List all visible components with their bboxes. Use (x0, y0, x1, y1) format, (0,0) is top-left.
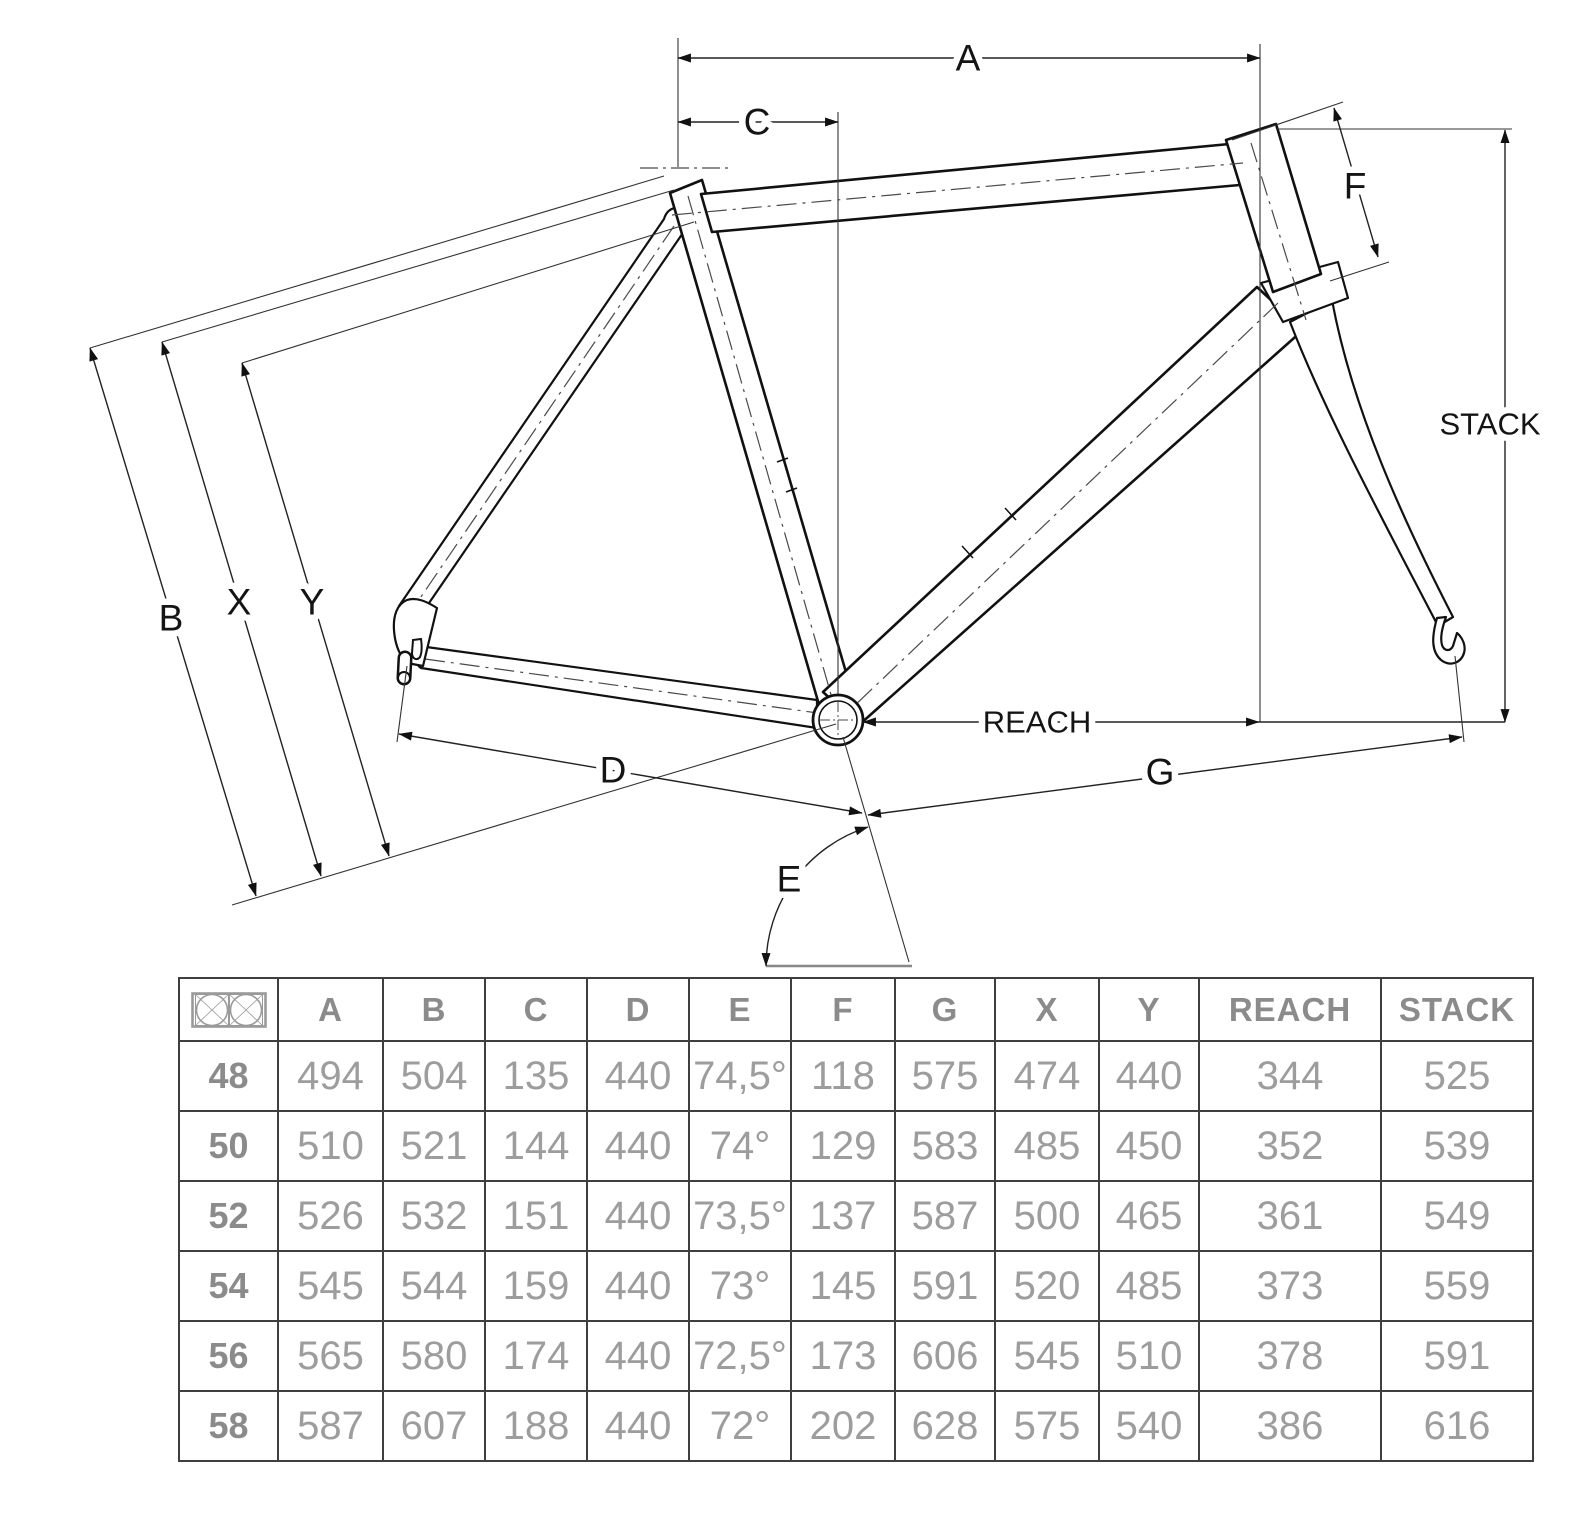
dimension-label-stack: STACK (1439, 406, 1541, 442)
seat-stay (399, 208, 689, 622)
geometry-value-cell: 74,5° (689, 1041, 791, 1111)
geometry-value-cell: 526 (278, 1181, 383, 1251)
geometry-value-cell: 440 (587, 1111, 689, 1181)
column-header-y: Y (1099, 978, 1199, 1041)
geometry-value-cell: 135 (485, 1041, 587, 1111)
table-body (179, 1041, 1533, 1461)
geometry-table (178, 977, 1534, 1462)
geometry-value-cell: 583 (895, 1111, 995, 1181)
geometry-value-cell: 540 (1099, 1391, 1199, 1461)
logo-cell (179, 978, 278, 1041)
geometry-value-cell: 344 (1199, 1041, 1381, 1111)
table-row (179, 1321, 1533, 1391)
geometry-value-cell: 450 (1099, 1111, 1199, 1181)
rear-dropout (394, 599, 437, 684)
geometry-value-cell: 616 (1381, 1391, 1533, 1461)
column-header-b: B (383, 978, 485, 1041)
column-header-x: X (995, 978, 1099, 1041)
geometry-value-cell: 545 (995, 1321, 1099, 1391)
geometry-value-cell: 587 (895, 1181, 995, 1251)
geometry-value-cell: 587 (278, 1391, 383, 1461)
frame-size-label: 58 (179, 1391, 278, 1461)
dimension-d-line (399, 734, 862, 813)
geometry-value-cell: 129 (791, 1111, 895, 1181)
geometry-value-cell: 352 (1199, 1111, 1381, 1181)
dimension-label-x: X (226, 581, 252, 623)
frame-size-label: 50 (179, 1111, 278, 1181)
geometry-value-cell: 504 (383, 1041, 485, 1111)
column-header-d: D (587, 978, 689, 1041)
geometry-value-cell: 144 (485, 1111, 587, 1181)
geometry-value-cell: 188 (485, 1391, 587, 1461)
column-header-g: G (895, 978, 995, 1041)
column-header-reach: REACH (1199, 978, 1381, 1041)
dimension-label-reach: REACH (982, 704, 1092, 740)
geometry-value-cell: 202 (791, 1391, 895, 1461)
geometry-value-cell: 73,5° (689, 1181, 791, 1251)
geometry-value-cell: 151 (485, 1181, 587, 1251)
frame-size-label: 48 (179, 1041, 278, 1111)
head-tube (1226, 124, 1321, 292)
seat-tube (670, 180, 855, 715)
geometry-value-cell: 525 (1381, 1041, 1533, 1111)
geometry-value-cell: 386 (1199, 1391, 1381, 1461)
down-tube (823, 287, 1303, 725)
geometry-value-cell: 440 (587, 1181, 689, 1251)
geometry-value-cell: 500 (995, 1181, 1099, 1251)
dimension-label-a: A (955, 37, 981, 79)
geometry-value-cell: 118 (791, 1041, 895, 1111)
geometry-value-cell: 510 (278, 1111, 383, 1181)
geometry-value-cell: 510 (1099, 1321, 1199, 1391)
geometry-value-cell: 544 (383, 1251, 485, 1321)
table-row (179, 1181, 1533, 1251)
geometry-value-cell: 378 (1199, 1321, 1381, 1391)
technical-drawing-circles-logo-icon (191, 992, 267, 1028)
geometry-value-cell: 440 (587, 1041, 689, 1111)
geometry-value-cell: 72,5° (689, 1321, 791, 1391)
geometry-value-cell: 465 (1099, 1181, 1199, 1251)
table-row (179, 1041, 1533, 1111)
dimension-label-e: E (776, 858, 802, 900)
geometry-value-cell: 137 (791, 1181, 895, 1251)
geometry-value-cell: 606 (895, 1321, 995, 1391)
geometry-value-cell: 173 (791, 1321, 895, 1391)
extension-lines (90, 38, 1512, 966)
front-dropout (1433, 617, 1464, 664)
geometry-value-cell: 440 (587, 1391, 689, 1461)
geometry-value-cell: 521 (383, 1111, 485, 1181)
chain-stay (415, 646, 817, 728)
geometry-value-cell: 145 (791, 1251, 895, 1321)
column-header-c: C (485, 978, 587, 1041)
geometry-value-cell: 628 (895, 1391, 995, 1461)
table-row (179, 1111, 1533, 1181)
geometry-value-cell: 474 (995, 1041, 1099, 1111)
geometry-value-cell: 580 (383, 1321, 485, 1391)
geometry-value-cell: 494 (278, 1041, 383, 1111)
column-header-stack: STACK (1381, 978, 1533, 1041)
frame-size-label: 56 (179, 1321, 278, 1391)
geometry-value-cell: 575 (995, 1391, 1099, 1461)
geometry-value-cell: 72° (689, 1391, 791, 1461)
geometry-value-cell: 373 (1199, 1251, 1381, 1321)
geometry-value-cell: 440 (587, 1251, 689, 1321)
geometry-value-cell: 361 (1199, 1181, 1381, 1251)
geometry-value-cell: 607 (383, 1391, 485, 1461)
geometry-value-cell: 532 (383, 1181, 485, 1251)
cable-bosses (777, 458, 1016, 558)
geometry-value-cell: 73° (689, 1251, 791, 1321)
geometry-value-cell: 539 (1381, 1111, 1533, 1181)
dimension-labels (159, 38, 1541, 900)
bike-frame-drawing (394, 44, 1465, 745)
geometry-value-cell: 559 (1381, 1251, 1533, 1321)
frame-size-label: 54 (179, 1251, 278, 1321)
dimension-label-d: D (599, 749, 627, 791)
fork-blade (1290, 300, 1453, 626)
column-header-e: E (689, 978, 791, 1041)
table-header-row (179, 978, 1533, 1041)
geometry-value-cell: 440 (1099, 1041, 1199, 1111)
geometry-value-cell: 591 (1381, 1321, 1533, 1391)
top-tube (701, 143, 1251, 232)
geometry-value-cell: 74° (689, 1111, 791, 1181)
column-header-a: A (278, 978, 383, 1041)
geometry-value-cell: 591 (895, 1251, 995, 1321)
geometry-value-cell: 565 (278, 1321, 383, 1391)
geometry-value-cell: 485 (995, 1111, 1099, 1181)
geometry-value-cell: 575 (895, 1041, 995, 1111)
geometry-value-cell: 545 (278, 1251, 383, 1321)
geometry-value-cell: 440 (587, 1321, 689, 1391)
frame-size-label: 52 (179, 1181, 278, 1251)
geometry-value-cell: 485 (1099, 1251, 1199, 1321)
column-header-f: F (791, 978, 895, 1041)
table-row (179, 1391, 1533, 1461)
geometry-value-cell: 549 (1381, 1181, 1533, 1251)
table-row (179, 1251, 1533, 1321)
dimension-label-c: C (743, 101, 771, 143)
bottom-bracket (813, 695, 863, 745)
dimension-label-b: B (158, 597, 184, 639)
geometry-value-cell: 159 (485, 1251, 587, 1321)
dimension-label-y: Y (299, 581, 325, 623)
dimension-label-g: G (1145, 751, 1175, 793)
geometry-value-cell: 520 (995, 1251, 1099, 1321)
geometry-value-cell: 174 (485, 1321, 587, 1391)
dimension-label-f: F (1343, 165, 1367, 207)
